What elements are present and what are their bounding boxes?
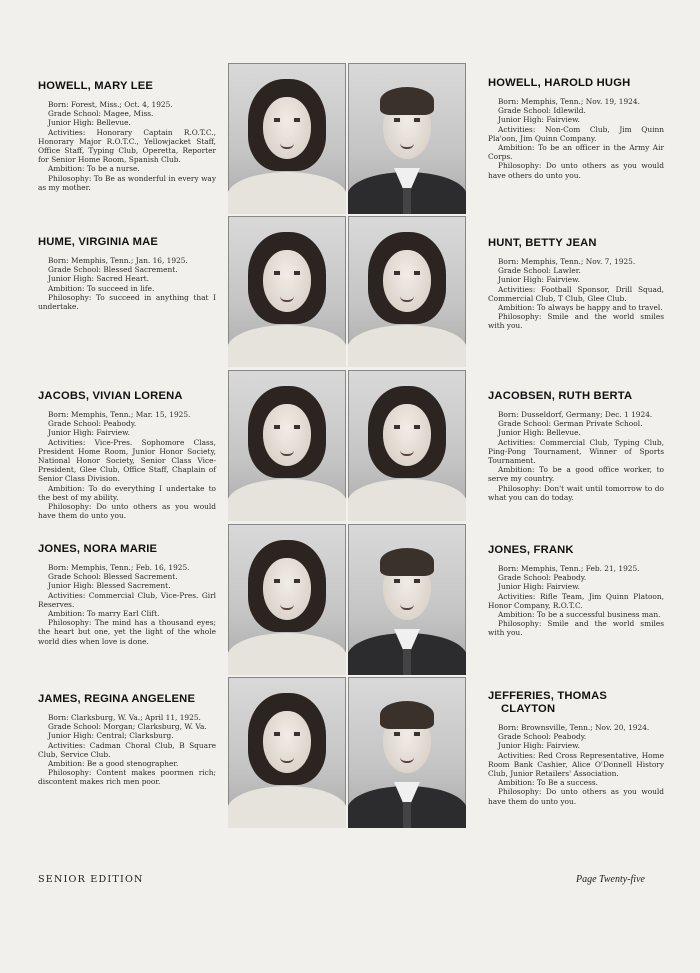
entry-howell-harold-hugh (488, 77, 664, 180)
born-line: Born: Memphis, Tenn.; Feb. 16, 1925. (48, 563, 190, 572)
grade-school-line: Grade School: Peabody. (498, 573, 587, 583)
student-name: JAMES, REGINA ANGELENE (38, 693, 196, 705)
ambition-line: Ambition: To be a good office worker, to serve my country. (488, 465, 664, 484)
student-name: JONES, NORA MARIE (38, 543, 158, 555)
born-line: Born: Brownsville, Tenn.; Nov. 20, 1924. (498, 723, 650, 732)
student-name-first-line: JEFFERIES, THOMAS (488, 690, 608, 702)
junior-high-line: Junior High: Blessed Sacrement. (48, 581, 171, 591)
entry-james-regina-angelene (38, 693, 216, 787)
student-name: HOWELL, MARY LEE (38, 80, 154, 92)
junior-high-line: Junior High: Central; Clarksburg. (48, 731, 174, 741)
junior-high-line: Junior High: Fairview. (498, 741, 580, 751)
student-name-second-line: CLAYTON (501, 703, 556, 715)
born-line: Born: Memphis, Tenn.; Feb. 21, 1925. (498, 564, 640, 573)
born-line: Born: Memphis, Tenn.; Nov. 7, 1925. (498, 257, 636, 266)
portrait-howell-mary-lee (228, 63, 346, 214)
portrait-jones-nora-marie (228, 524, 346, 675)
philosophy-line: Philosophy: To Be as wonderful in every way as my mother. (38, 173, 216, 192)
ambition-line: Ambition: To be a successful business man. (498, 610, 661, 620)
activities-line: Activities: Rifle Team, Jim Quinn Platoon, Honor Company, R.O.T.C. (488, 591, 664, 610)
junior-high-line: Junior High: Fairview. (498, 275, 580, 285)
portrait-hunt-betty-jean (348, 216, 466, 367)
grade-school-line: Grade School: Lawler. (498, 266, 581, 276)
ambition-line: Ambition: To do everything I undertake to the best of my ability. (38, 483, 216, 502)
student-name (488, 690, 664, 716)
born-line: Born: Memphis, Tenn.; Jan. 16, 1925. (48, 256, 188, 265)
portrait-jacobsen-ruth-berta (348, 370, 466, 521)
activities-line: Activities: Commercial Club, Vice-Pres. Girl Reserves. (38, 590, 216, 609)
grade-school-line: Grade School: Idlewild. (498, 106, 586, 116)
activities-line: Activities: Cadman Choral Club, B Square Club, Service Club. (38, 740, 216, 759)
grade-school-line: Grade School: German Private School. (498, 419, 643, 429)
entry-jacobs-vivian-lorena (38, 390, 216, 520)
philosophy-line: Philosophy: Smile and the world smiles with you. (488, 312, 664, 331)
student-name: HUME, VIRGINIA MAE (38, 236, 159, 248)
ambition-line: Ambition: To always be happy and to travel. (498, 303, 663, 313)
student-name: JACOBSEN, RUTH BERTA (488, 390, 633, 402)
portrait-jacobs-vivian-lorena (228, 370, 346, 521)
grade-school-line: Grade School: Blessed Sacrement. (48, 265, 178, 275)
junior-high-line: Junior High: Sacred Heart. (48, 274, 149, 284)
entry-jones-frank (488, 544, 664, 638)
entry-jefferies-thomas-clayton (488, 690, 664, 806)
ambition-line: Ambition: To succeed in life. (48, 283, 155, 293)
portrait-jefferies-thomas-clayton (348, 677, 466, 828)
philosophy-line: Philosophy: The mind has a thousand eyes; the heart but one, yet the light of the whole world dies when love is done. (38, 618, 216, 646)
philosophy-line: Philosophy: Do unto others as you would have them do unto you. (38, 502, 216, 521)
student-name: JACOBS, VIVIAN LORENA (38, 390, 183, 402)
grade-school-line: Grade School: Peabody. (48, 419, 137, 429)
portrait-hume-virginia-mae (228, 216, 346, 367)
ambition-line: Ambition: To be a nurse. (48, 164, 140, 174)
student-name: HOWELL, HAROLD HUGH (488, 77, 631, 89)
philosophy-line: Philosophy: Smile and the world smiles with you. (488, 619, 664, 638)
philosophy-line: Philosophy: Do unto others as you would have others do unto you. (488, 161, 664, 180)
edition-label: SENIOR EDITION (38, 874, 144, 885)
student-name: JONES, FRANK (488, 544, 574, 556)
portrait-howell-harold-hugh (348, 63, 466, 214)
junior-high-line: Junior High: Fairview. (498, 115, 580, 125)
entry-jones-nora-marie (38, 543, 216, 646)
born-line: Born: Memphis, Tenn.; Mar. 15, 1925. (48, 410, 191, 419)
junior-high-line: Junior High: Bellevue. (48, 118, 131, 128)
grade-school-line: Grade School: Blessed Sacrement. (48, 572, 178, 582)
ambition-line: Ambition: To be an officer in the Army Air Corps. (488, 143, 664, 162)
ambition-line: Ambition: Be a good stenographer. (48, 759, 179, 769)
born-line: Born: Dusseldorf, Germany; Dec. 1 1924. (498, 410, 653, 419)
entry-hume-virginia-mae (38, 236, 216, 311)
page-number: Page Twenty-five (576, 874, 645, 885)
entry-jacobsen-ruth-berta (488, 390, 664, 502)
ambition-line: Ambition: To marry Earl Clift. (48, 609, 160, 619)
entry-hunt-betty-jean (488, 237, 664, 331)
activities-line: Activities: Vice-Pres. Sophomore Class, President Home Room, Junior Honor Society, National Honor Society, Senior Class Vice-President, Glee Club, Office Staff, Chaplain of Senior Class Division. (38, 437, 216, 484)
born-line: Born: Clarksburg, W. Va.; April 11, 1925. (48, 713, 201, 722)
junior-high-line: Junior High: Bellevue. (498, 428, 581, 438)
activities-line: Activities: Commercial Club, Typing Club, Ping-Pong Tournament, Winner of Sports Tournament. (488, 437, 664, 466)
portrait-james-regina-angelene (228, 677, 346, 828)
activities-line: Activities: Non-Com Club, Jim Quinn Pla'oon, Jim Quinn Company. (488, 124, 664, 143)
activities-line: Activities: Honorary Captain R.O.T.C., Honorary Major R.O.T.C., Yellowjacket Staff, Office Staff, Typing Club, Operetta, Reporter for Senior Home Room, Spanish Club. (38, 127, 216, 165)
born-line: Born: Forest, Miss.; Oct. 4, 1925. (48, 100, 173, 109)
portrait-jones-frank (348, 524, 466, 675)
entry-howell-mary-lee (38, 80, 216, 192)
activities-line: Activities: Football Sponsor, Drill Squad, Commercial Club, T Club, Glee Club. (488, 284, 664, 303)
philosophy-line: Philosophy: Don't wait until tomorrow to do what you can do today. (488, 483, 664, 502)
activities-line: Activities: Red Cross Representative, Home Room Bank Cashier, Alice O'Donnell History Club, Junior Retailers' Association. (488, 750, 664, 779)
philosophy-line: Philosophy: Do unto others as you would have them do unto you. (488, 787, 664, 806)
born-line: Born: Memphis, Tenn.; Nov. 19, 1924. (498, 97, 640, 106)
ambition-line: Ambition: To Be a success. (498, 778, 599, 788)
philosophy-line: Philosophy: To succeed in anything that I undertake. (38, 292, 216, 312)
junior-high-line: Junior High: Fairview. (498, 582, 580, 592)
junior-high-line: Junior High: Fairview. (48, 428, 130, 438)
grade-school-line: Grade School: Morgan; Clarksburg, W. Va. (48, 722, 207, 732)
philosophy-line: Philosophy: Content makes poormen rich; discontent makes rich men poor. (38, 768, 216, 787)
grade-school-line: Grade School: Magee, Miss. (48, 109, 154, 119)
student-name: HUNT, BETTY JEAN (488, 237, 597, 249)
grade-school-line: Grade School: Peabody. (498, 732, 587, 742)
